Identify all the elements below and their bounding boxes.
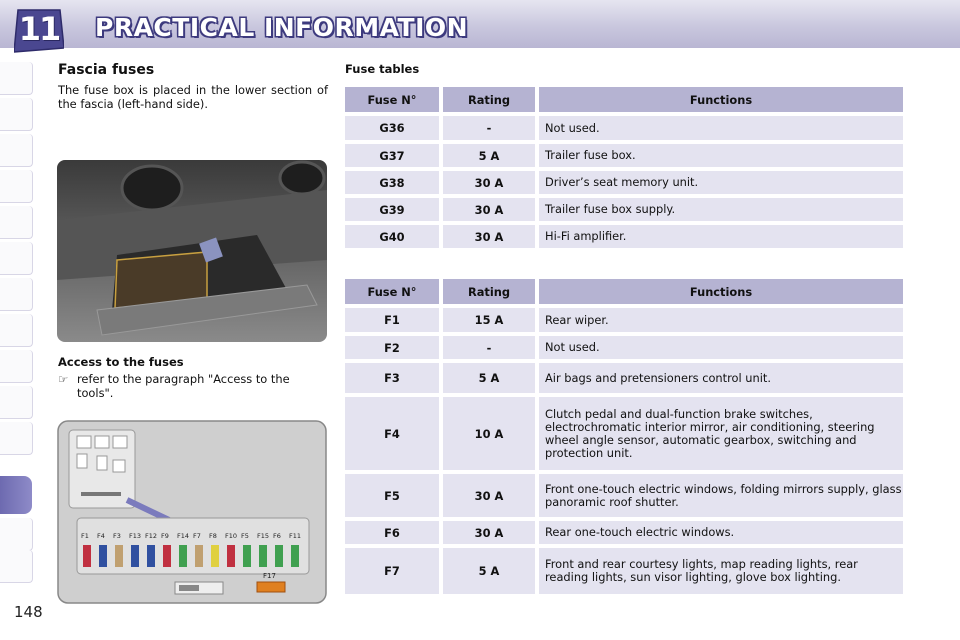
side-tab[interactable] (0, 278, 33, 311)
rating-cell: 15 A (443, 308, 535, 332)
side-tab-rail (0, 62, 34, 582)
fuse-label: F7 (193, 532, 201, 540)
side-tab[interactable] (0, 350, 33, 383)
function-cell: Trailer fuse box. (539, 144, 903, 167)
table-header-cell: Rating (443, 279, 535, 304)
side-tab[interactable] (0, 170, 33, 203)
function-cell: Rear one-touch electric windows. (539, 521, 903, 544)
function-cell: Driver’s seat memory unit. (539, 171, 903, 194)
access-title: Access to the fuses (58, 355, 184, 369)
side-tab[interactable] (0, 422, 33, 455)
pointing-hand-icon: ☞ (58, 372, 69, 386)
function-cell: Clutch pedal and dual-function brake switches, electrochromatic interior mirror, air conditioning, steering wheel angle sensor, automatic gearbox, switching and protection unit. (539, 397, 903, 470)
side-tab[interactable] (0, 134, 33, 167)
section-title: Fascia fuses (58, 62, 155, 78)
rating-cell: 5 A (443, 363, 535, 393)
rating-cell: 30 A (443, 171, 535, 194)
rating-cell: 30 A (443, 474, 535, 517)
rating-cell: 5 A (443, 144, 535, 167)
fuse-label: F11 (289, 532, 302, 540)
side-tab[interactable] (0, 518, 33, 551)
fuse-number-cell: F4 (345, 397, 439, 470)
fuse-box-diagram (57, 420, 327, 604)
page-number: 148 (14, 603, 43, 621)
rating-cell: 5 A (443, 548, 535, 594)
fuse-label: F1 (81, 532, 89, 540)
table-header-cell: Functions (539, 279, 903, 304)
fuse-label-f17: F17 (263, 572, 276, 580)
rating-cell: 10 A (443, 397, 535, 470)
table-header-cell: Functions (539, 87, 903, 112)
access-bullet-text: refer to the paragraph "Access to the tools". (77, 372, 290, 400)
function-cell: Rear wiper. (539, 308, 903, 332)
fuse-label: F13 (129, 532, 142, 540)
fuse-number-cell: G39 (345, 198, 439, 221)
fuse-label: F4 (97, 532, 105, 540)
side-tab-active[interactable] (0, 476, 32, 514)
function-cell: Not used. (539, 336, 903, 359)
function-cell: Trailer fuse box supply. (539, 198, 903, 221)
fuse-tables-heading: Fuse tables (345, 62, 420, 76)
fuse-number-cell: G37 (345, 144, 439, 167)
chapter-title: PRACTICAL INFORMATION (95, 13, 469, 42)
fuse-number-cell: F5 (345, 474, 439, 517)
side-tab[interactable] (0, 314, 33, 347)
rating-cell: 30 A (443, 225, 535, 248)
function-cell: Front one-touch electric windows, folding mirrors supply, glass panoramic roof shutter. (539, 474, 903, 517)
fuse-number-cell: F1 (345, 308, 439, 332)
function-cell: Front and rear courtesy lights, map reading lights, rear reading lights, sun visor lighting, glove box lighting. (539, 548, 903, 594)
fuse-label: F3 (113, 532, 121, 540)
fuse-number-cell: F6 (345, 521, 439, 544)
rating-cell: - (443, 116, 535, 140)
fuse-number-cell: G38 (345, 171, 439, 194)
side-tab[interactable] (0, 206, 33, 239)
rating-cell: 30 A (443, 521, 535, 544)
fuse-number-cell: F3 (345, 363, 439, 393)
fuse-label: F6 (273, 532, 281, 540)
fuse-number-cell: F2 (345, 336, 439, 359)
function-cell: Hi-Fi amplifier. (539, 225, 903, 248)
side-tab[interactable] (0, 98, 33, 131)
fuse-label: F10 (225, 532, 238, 540)
function-cell: Not used. (539, 116, 903, 140)
fuse-number-cell: F7 (345, 548, 439, 594)
rating-cell: 30 A (443, 198, 535, 221)
glove-box-photo (57, 160, 327, 342)
side-tab[interactable] (0, 62, 33, 95)
fuse-number-cell: G36 (345, 116, 439, 140)
side-tab[interactable] (0, 242, 33, 275)
rating-cell: - (443, 336, 535, 359)
fuse-label: F8 (209, 532, 217, 540)
fuse-label: F15 (257, 532, 270, 540)
fuse-label: F9 (161, 532, 169, 540)
function-cell: Air bags and pretensioners control unit. (539, 363, 903, 393)
table-header-cell: Rating (443, 87, 535, 112)
chapter-number: 11 (18, 10, 60, 48)
fuse-label: F14 (177, 532, 190, 540)
fuse-label: F12 (145, 532, 158, 540)
table-header-cell: Fuse N° (345, 87, 439, 112)
fuse-label: F5 (241, 532, 249, 540)
fuse-number-cell: G40 (345, 225, 439, 248)
intro-text: The fuse box is placed in the lower section of the fascia (left-hand side). (58, 83, 328, 111)
side-tab[interactable] (0, 550, 33, 583)
side-tab[interactable] (0, 386, 33, 419)
table-header-cell: Fuse N° (345, 279, 439, 304)
